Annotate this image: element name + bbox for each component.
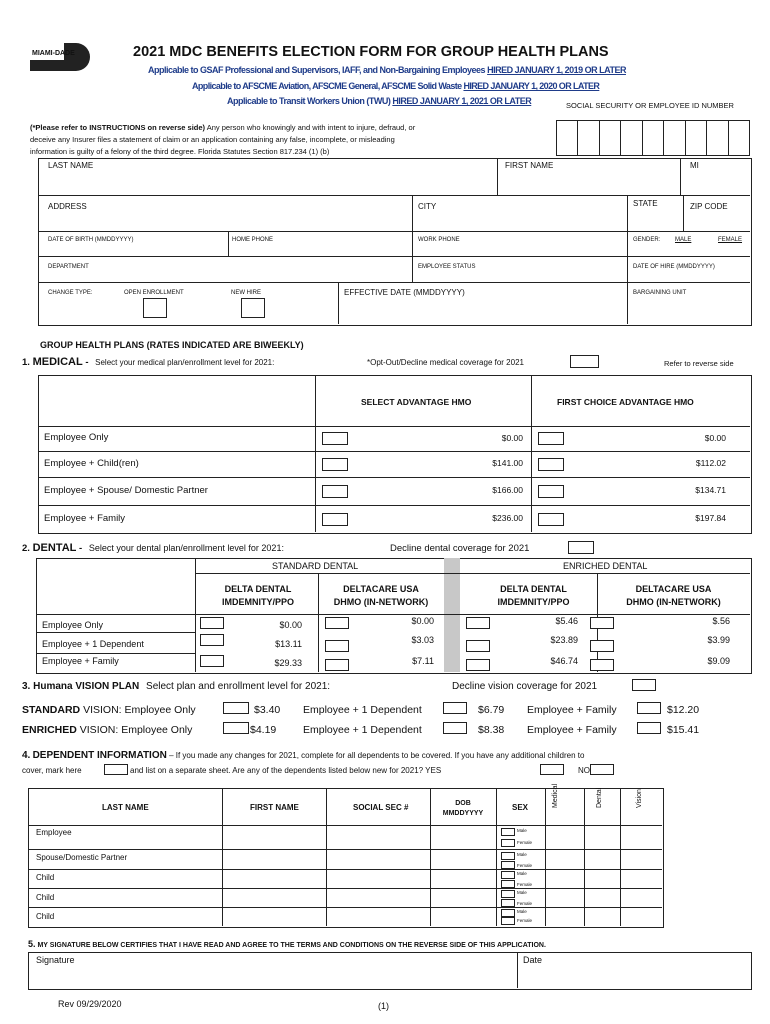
medical-row-label: Employee + Child(ren) [44, 458, 139, 469]
fraud-warning-line-1: (*Please refer to INSTRUCTIONS on reverse side) Any person who knowingly and with intent to injure, defraud, or [30, 123, 416, 132]
date-of-hire-label: DATE OF HIRE (MMDDYYYY) [633, 264, 715, 270]
page-title: 2021 MDC BENEFITS ELECTION FORM FOR GROUP HEALTH PLANS [133, 44, 609, 60]
dep-row-label: Child [36, 893, 55, 902]
dep-male-label: Male [517, 828, 527, 833]
page-number: (1) [378, 1001, 389, 1011]
dep-male-label: Male [517, 890, 527, 895]
dep-female-label: Female [517, 840, 533, 845]
bargaining-unit-label: BARGAINING UNIT [633, 290, 687, 296]
ssn-digit[interactable] [643, 121, 664, 155]
standard-vision-employee-checkbox[interactable] [223, 702, 249, 714]
signature-area [28, 952, 752, 990]
miami-dade-logo [30, 42, 94, 72]
dental-rate: $5.46 [555, 616, 578, 626]
new-hire-label: NEW HIRE [231, 290, 261, 296]
employee-status-label: EMPLOYEE STATUS [418, 264, 476, 270]
new-dependents-no-checkbox[interactable] [590, 764, 614, 775]
dep-female-checkbox[interactable] [501, 880, 515, 888]
dental-checkbox[interactable] [200, 634, 224, 646]
dental-checkbox[interactable] [325, 617, 349, 629]
dep-male-checkbox[interactable] [501, 890, 515, 898]
mi-label: MI [690, 161, 699, 170]
fraud-warning-line-2: deceive any Insurer files a statement of claim or an application containing any false, incomplete, or misleading [30, 135, 395, 144]
standard-vision-dependent-label: Employee + 1 Dependent [303, 704, 422, 716]
dep-male-checkbox[interactable] [501, 828, 515, 836]
enriched-vision-family-label: Employee + Family [527, 724, 617, 736]
deltacare-dhmo-header: DELTACARE USA DHMO (IN-NETWORK) [333, 584, 429, 607]
medical-first-choice-rate: $0.00 [704, 433, 726, 443]
standard-vision-family-checkbox[interactable] [637, 702, 661, 714]
dental-rate: $29.33 [274, 658, 302, 668]
dental-rate: $7.11 [412, 656, 434, 666]
dep-sex-header: SEX [512, 803, 529, 812]
standard-vision-family-label: Employee + Family [527, 704, 617, 716]
enriched-vision-dependent-checkbox[interactable] [443, 722, 467, 734]
standard-vision-family-rate: $12.20 [667, 704, 700, 716]
applicable-line-1: Applicable to GSAF Professional and Supervisors, IAFF, and Non-Bargaining Employees HIRED JANUARY 1, 2019 OR LATER [148, 65, 626, 75]
new-dependents-no-label: NO [578, 766, 590, 775]
select-advantage-hmo-header: SELECT ADVANTAGE HMO [361, 397, 472, 407]
medical-row-label: Employee + Spouse/ Domestic Partner [44, 485, 208, 496]
standard-vision-employee-rate: $3.40 [254, 704, 281, 716]
gender-label: GENDER: [633, 237, 661, 243]
dental-row-label: Employee Only [42, 620, 104, 630]
ssn-digit[interactable] [557, 121, 578, 155]
dep-male-checkbox[interactable] [501, 871, 515, 879]
zip-label: ZIP CODE [690, 202, 728, 211]
logo-mark-icon [30, 42, 94, 72]
dep-medical-header: Medical [552, 783, 559, 808]
medical-first-choice-rate: $197.84 [695, 513, 726, 523]
signature-statement: 5. MY SIGNATURE BELOW CERTIFIES THAT I HAVE READ AND AGREE TO THE TERMS AND CONDITIONS ON THE REVERSE SIDE OF THIS APPLICATION. [28, 939, 546, 949]
ssn-digit[interactable] [707, 121, 728, 155]
enriched-vision-label: ENRICHED VISION: Employee Only [22, 724, 193, 736]
ssn-digit[interactable] [621, 121, 642, 155]
dental-checkbox[interactable] [325, 640, 349, 652]
department-label: DEPARTMENT [48, 264, 89, 270]
open-enrollment-checkbox[interactable] [143, 298, 167, 318]
medical-refer-label: Refer to reverse side [664, 359, 734, 368]
dental-section-heading: 2. DENTAL - Select your dental plan/enrollment level for 2021: [22, 542, 284, 554]
standard-vision-label: STANDARD VISION: Employee Only [22, 704, 196, 716]
signature-field[interactable]: Signature [36, 955, 75, 965]
medical-row-label: Employee Only [44, 432, 109, 443]
effective-date-label: EFFECTIVE DATE (MMDDYYYY) [344, 288, 465, 297]
standard-dental-header: STANDARD DENTAL [272, 561, 359, 571]
dental-checkbox[interactable] [590, 640, 614, 652]
dental-rate: $46.74 [550, 656, 578, 666]
dep-female-label: Female [517, 918, 533, 923]
applicable-line-3: Applicable to Transit Workers Union (TWU) HIRED JANUARY 1, 2021 OR LATER [227, 96, 532, 106]
dep-row-label: Child [36, 912, 55, 921]
medical-section-heading: 1. MEDICAL - Select your medical plan/enrollment level for 2021: [22, 356, 275, 368]
city-label: CITY [418, 202, 437, 211]
dental-decline-checkbox[interactable] [568, 541, 594, 554]
dep-female-label: Female [517, 863, 533, 868]
dental-checkbox[interactable] [466, 659, 490, 671]
dep-last-name-header: LAST NAME [102, 803, 149, 812]
male-option[interactable]: MALE [675, 237, 692, 243]
delta-dental-ppo-header: DELTA DENTAL IMDEMNITY/PPO [221, 584, 294, 607]
dep-row-label: Employee [36, 828, 72, 837]
medical-select-checkbox[interactable] [322, 513, 348, 526]
enriched-vision-dependent-label: Employee + 1 Dependent [303, 724, 422, 736]
dep-male-checkbox[interactable] [501, 909, 515, 917]
vision-decline-checkbox[interactable] [632, 679, 656, 691]
change-type-label: CHANGE TYPE: [48, 290, 93, 296]
dental-checkbox[interactable] [200, 655, 224, 667]
open-enrollment-label: OPEN ENROLLMENT [124, 290, 184, 296]
medical-select-rate: $166.00 [492, 485, 523, 495]
dental-checkbox[interactable] [200, 617, 224, 629]
dep-row-label: Spouse/Domestic Partner [36, 853, 128, 862]
dental-decline-label: Decline dental coverage for 2021 [390, 543, 530, 554]
dental-rate: $3.99 [707, 635, 730, 645]
dental-rate: $13.11 [275, 639, 302, 649]
enriched-dental-header: ENRICHED DENTAL [563, 561, 648, 571]
enriched-vision-employee-checkbox[interactable] [223, 722, 249, 734]
fraud-warning-line-3: information is guilty of a felony of the third degree. Florida Statutes Section 817.234 (1) (b) [30, 147, 330, 156]
ssn-digit[interactable] [686, 121, 707, 155]
dob-label: DATE OF BIRTH (MMDDYYYY) [48, 237, 134, 243]
dental-plan-table [36, 558, 752, 674]
female-option[interactable]: FEMALE [718, 237, 743, 243]
medical-select-rate: $141.00 [492, 458, 523, 468]
dep-female-checkbox[interactable] [501, 861, 515, 869]
enriched-delta-dental-ppo-header: DELTA DENTAL IMDEMNITY/PPO [497, 584, 570, 607]
dental-divider [444, 558, 460, 672]
ssn-label: SOCIAL SECURITY OR EMPLOYEE ID NUMBER [566, 101, 734, 110]
group-health-title: GROUP HEALTH PLANS (RATES INDICATED ARE BIWEEKLY) [40, 340, 304, 350]
dental-checkbox[interactable] [590, 659, 614, 671]
standard-vision-dependent-checkbox[interactable] [443, 702, 467, 714]
dental-row-label: Employee + 1 Dependent [42, 639, 144, 649]
dental-row-label: Employee + Family [42, 656, 119, 666]
standard-vision-dependent-rate: $6.79 [478, 704, 505, 716]
enriched-deltacare-dhmo-header: DELTACARE USA DHMO (IN-NETWORK) [626, 584, 721, 607]
vision-decline-label: Decline vision coverage for 2021 [452, 681, 598, 692]
dental-rate: $.56 [712, 616, 730, 626]
medical-select-checkbox[interactable] [322, 458, 348, 471]
dental-rate: $0.00 [411, 616, 434, 626]
new-hire-checkbox[interactable] [241, 298, 265, 318]
dep-female-label: Female [517, 901, 533, 906]
dep-first-name-header: FIRST NAME [250, 803, 299, 812]
medical-first-choice-checkbox[interactable] [538, 458, 564, 471]
medical-select-rate: $236.00 [492, 513, 523, 523]
enriched-vision-employee-rate: $4.19 [250, 724, 277, 736]
dep-ssn-header: SOCIAL SEC # [353, 803, 409, 812]
dep-female-checkbox[interactable] [501, 839, 515, 847]
date-field[interactable]: Date [523, 955, 543, 965]
dep-dob-header: DOB MMDDYYYY [442, 800, 484, 817]
state-label: STATE [633, 199, 658, 208]
dependent-section-heading: 4. DEPENDENT INFORMATION – If you made any changes for 2021, complete for all dependents to be covered. If you have any additional children to [22, 750, 585, 761]
ssn-digit[interactable] [664, 121, 685, 155]
medical-optout-checkbox[interactable] [570, 355, 599, 368]
dependent-instructions-line-2: cover, mark here [22, 766, 82, 775]
dep-female-checkbox[interactable] [501, 899, 515, 907]
work-phone-label: WORK PHONE [418, 237, 460, 243]
dental-rate: $0.00 [279, 620, 302, 630]
dental-checkbox[interactable] [466, 640, 490, 652]
medical-select-checkbox[interactable] [322, 432, 348, 445]
additional-children-checkbox[interactable] [104, 764, 128, 775]
address-label: ADDRESS [48, 202, 87, 211]
dental-checkbox[interactable] [325, 659, 349, 671]
applicable-line-2: Applicable to AFSCME Aviation, AFSCME General, AFSCME Solid Waste HIRED JANUARY 1, 2020 OR LATER [192, 81, 600, 91]
dep-vision-header: Vision [636, 789, 643, 808]
medical-first-choice-rate: $112.02 [695, 458, 726, 468]
dep-male-label: Male [517, 852, 527, 857]
dental-rate: $9.09 [707, 656, 730, 666]
medical-first-choice-checkbox[interactable] [538, 485, 564, 498]
ssn-input-boxes[interactable] [556, 120, 750, 156]
medical-first-choice-checkbox[interactable] [538, 513, 564, 526]
dep-male-label: Male [517, 871, 527, 876]
last-name-label: LAST NAME [48, 161, 94, 170]
dep-male-checkbox[interactable] [501, 852, 515, 860]
vision-section-heading: 3. Humana VISION PLAN Select plan and enrollment level for 2021: [22, 681, 331, 692]
new-dependents-yes-checkbox[interactable] [540, 764, 564, 775]
dental-rate: $23.89 [550, 635, 578, 645]
medical-first-choice-checkbox[interactable] [538, 432, 564, 445]
dental-rate: $3.03 [411, 635, 434, 645]
enriched-vision-family-rate: $15.41 [667, 724, 700, 736]
medical-row-label: Employee + Family [44, 513, 126, 524]
ssn-digit[interactable] [600, 121, 621, 155]
dental-checkbox[interactable] [590, 617, 614, 629]
revision-date: Rev 09/29/2020 [58, 999, 122, 1009]
enriched-vision-dependent-rate: $8.38 [478, 724, 505, 736]
ssn-digit[interactable] [729, 121, 749, 155]
medical-select-checkbox[interactable] [322, 485, 348, 498]
dep-male-label: Male [517, 909, 527, 914]
dep-female-checkbox[interactable] [501, 917, 515, 925]
dep-row-label: Child [36, 873, 55, 882]
logo-text: MIAMI-DADE [32, 50, 75, 57]
dep-female-label: Female [517, 882, 533, 887]
medical-optout-label: *Opt-Out/Decline medical coverage for 2021 [367, 358, 524, 367]
dep-dental-header: Dental [596, 787, 603, 808]
enriched-vision-family-checkbox[interactable] [637, 722, 661, 734]
first-name-label: FIRST NAME [505, 161, 554, 170]
dental-checkbox[interactable] [466, 617, 490, 629]
medical-first-choice-rate: $134.71 [695, 485, 726, 495]
medical-select-rate: $0.00 [501, 433, 523, 443]
ssn-digit[interactable] [578, 121, 599, 155]
dependent-instructions-line-2b: and list on a separate sheet. Are any of the dependents listed below new for 2021? YES [130, 766, 442, 775]
home-phone-label: HOME PHONE [232, 237, 274, 243]
first-choice-advantage-hmo-header: FIRST CHOICE ADVANTAGE HMO [557, 397, 694, 407]
